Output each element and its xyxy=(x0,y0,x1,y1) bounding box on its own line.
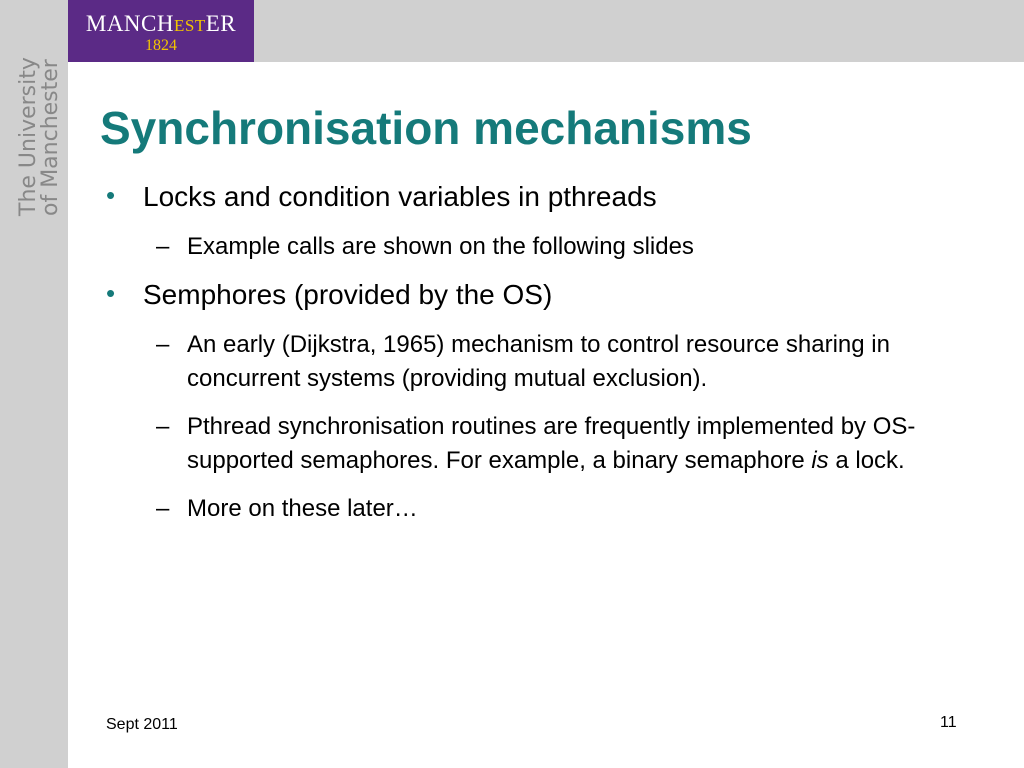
emphasis-text: is xyxy=(811,447,829,474)
footer-date: Sept 2011 xyxy=(106,716,178,733)
sub-bullet-item: – An early (Dijkstra, 1965) mechanism to control resource sharing in concurrent systems (providing mutual exclusion). xyxy=(100,328,980,396)
university-side-label: The University of Manchester xyxy=(16,57,63,216)
logo-year: 1824 xyxy=(145,37,177,54)
bullet-icon: • xyxy=(106,278,116,308)
dash-icon: – xyxy=(156,331,170,358)
bullet-item: • Semphores (provided by the OS) xyxy=(106,278,553,310)
dash-icon: – xyxy=(156,413,170,440)
university-logo xyxy=(68,0,254,62)
sub-bullet-item: – Pthread synchronisation routines are frequently implemented by OS-supported semaphores. For example, a binary semaphore is a lock. xyxy=(100,410,980,478)
slide-title: Synchronisation mechanisms xyxy=(100,102,752,154)
bullet-icon: • xyxy=(106,180,116,210)
logo-name: MANCHESTER xyxy=(85,11,237,36)
dash-icon: – xyxy=(156,495,170,522)
sub-bullet-item: – More on these later… xyxy=(100,492,980,526)
bullet-item: • Locks and condition variables in pthreads xyxy=(106,180,657,212)
sub-bullet-item: – Example calls are shown on the following slides xyxy=(100,230,980,264)
dash-icon: – xyxy=(156,233,170,260)
page-number: 11 xyxy=(940,714,957,731)
slide-content xyxy=(100,180,980,540)
